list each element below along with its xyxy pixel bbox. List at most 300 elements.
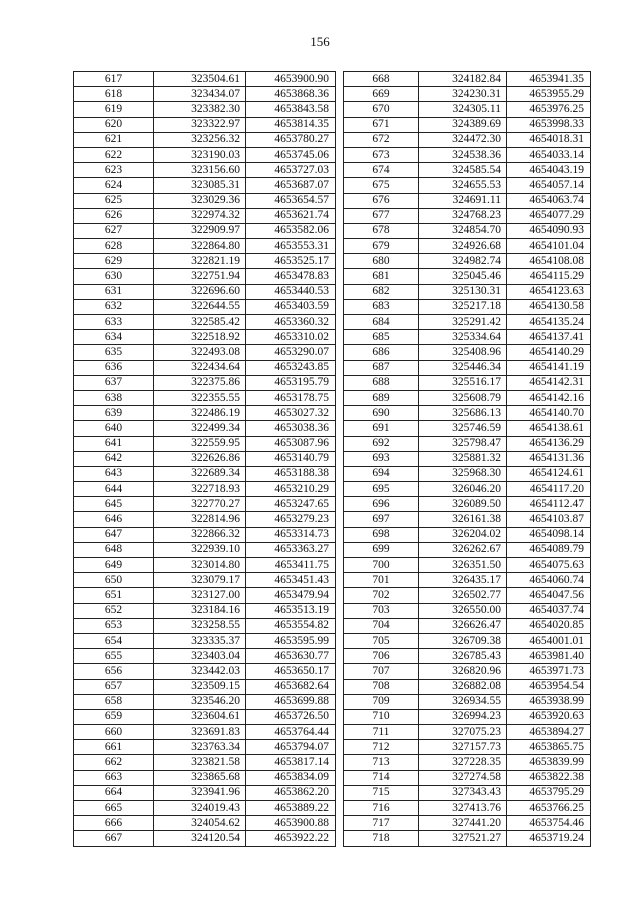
point-number-cell: 713 — [344, 755, 419, 770]
x-coordinate-cell: 325045.46 — [419, 269, 507, 284]
table-row — [74, 755, 336, 770]
x-coordinate-cell: 322486.19 — [154, 406, 246, 421]
y-coordinate-cell: 4653087.96 — [246, 436, 336, 451]
x-coordinate-cell: 322499.34 — [154, 421, 246, 436]
point-number-cell: 678 — [344, 223, 419, 238]
table-row — [74, 725, 336, 740]
y-coordinate-cell: 4653478.83 — [246, 269, 336, 284]
point-number-cell: 653 — [74, 618, 154, 633]
x-coordinate-cell: 326502.77 — [419, 588, 507, 603]
y-coordinate-cell: 4653941.35 — [507, 72, 591, 87]
y-coordinate-cell: 4653243.85 — [246, 360, 336, 375]
table-row — [344, 239, 591, 254]
y-coordinate-cell: 4653682.64 — [246, 679, 336, 694]
point-number-cell: 659 — [74, 709, 154, 724]
point-number-cell: 624 — [74, 178, 154, 193]
table-row — [74, 421, 336, 436]
point-number-cell: 693 — [344, 451, 419, 466]
table-row — [74, 694, 336, 709]
x-coordinate-cell: 322770.27 — [154, 497, 246, 512]
point-number-cell: 675 — [344, 178, 419, 193]
x-coordinate-cell: 322751.94 — [154, 269, 246, 284]
point-number-cell: 689 — [344, 390, 419, 405]
y-coordinate-cell: 4653954.54 — [507, 679, 591, 694]
table-row — [74, 497, 336, 512]
y-coordinate-cell: 4654098.14 — [507, 527, 591, 542]
y-coordinate-cell: 4653976.25 — [507, 102, 591, 117]
x-coordinate-cell: 325291.42 — [419, 315, 507, 330]
table-row — [344, 330, 591, 345]
point-number-cell: 661 — [74, 740, 154, 755]
y-coordinate-cell: 4653403.59 — [246, 299, 336, 314]
x-coordinate-cell: 324305.11 — [419, 102, 507, 117]
point-number-cell: 711 — [344, 725, 419, 740]
y-coordinate-cell: 4653754.46 — [507, 816, 591, 831]
x-coordinate-cell: 323691.83 — [154, 725, 246, 740]
point-number-cell: 651 — [74, 588, 154, 603]
point-number-cell: 696 — [344, 497, 419, 512]
x-coordinate-cell: 324182.84 — [419, 72, 507, 87]
point-number-cell: 633 — [74, 315, 154, 330]
y-coordinate-cell: 4654020.85 — [507, 618, 591, 633]
coordinates-table-left-body — [74, 72, 336, 847]
table-row — [344, 497, 591, 512]
point-number-cell: 694 — [344, 466, 419, 481]
table-row — [74, 770, 336, 785]
point-number-cell: 679 — [344, 239, 419, 254]
table-row — [344, 649, 591, 664]
table-row — [74, 223, 336, 238]
y-coordinate-cell: 4654060.74 — [507, 573, 591, 588]
table-row — [344, 87, 591, 102]
x-coordinate-cell: 323434.07 — [154, 87, 246, 102]
point-number-cell: 698 — [344, 527, 419, 542]
y-coordinate-cell: 4653279.23 — [246, 512, 336, 527]
point-number-cell: 710 — [344, 709, 419, 724]
y-coordinate-cell: 4654063.74 — [507, 193, 591, 208]
table-row — [74, 390, 336, 405]
point-number-cell: 692 — [344, 436, 419, 451]
page-number: 156 — [310, 34, 330, 49]
x-coordinate-cell: 323322.97 — [154, 117, 246, 132]
x-coordinate-cell: 326934.55 — [419, 694, 507, 709]
x-coordinate-cell: 322974.32 — [154, 208, 246, 223]
point-number-cell: 652 — [74, 603, 154, 618]
point-number-cell: 673 — [344, 147, 419, 162]
y-coordinate-cell: 4653794.07 — [246, 740, 336, 755]
point-number-cell: 618 — [74, 87, 154, 102]
x-coordinate-cell: 324854.70 — [419, 223, 507, 238]
point-number-cell: 718 — [344, 831, 419, 846]
x-coordinate-cell: 327157.73 — [419, 740, 507, 755]
point-number-cell: 620 — [74, 117, 154, 132]
x-coordinate-cell: 327075.23 — [419, 725, 507, 740]
table-row — [344, 755, 591, 770]
x-coordinate-cell: 324655.53 — [419, 178, 507, 193]
table-row — [344, 254, 591, 269]
point-number-cell: 687 — [344, 360, 419, 375]
y-coordinate-cell: 4654142.31 — [507, 375, 591, 390]
point-number-cell: 670 — [344, 102, 419, 117]
y-coordinate-cell: 4653795.29 — [507, 785, 591, 800]
x-coordinate-cell: 323509.15 — [154, 679, 246, 694]
x-coordinate-cell: 324230.31 — [419, 87, 507, 102]
table-row — [74, 208, 336, 223]
point-number-cell: 680 — [344, 254, 419, 269]
table-row — [344, 72, 591, 87]
point-number-cell: 645 — [74, 497, 154, 512]
point-number-cell: 664 — [74, 785, 154, 800]
point-number-cell: 672 — [344, 132, 419, 147]
coordinates-table-left — [73, 71, 336, 847]
x-coordinate-cell: 324472.30 — [419, 132, 507, 147]
x-coordinate-cell: 322814.96 — [154, 512, 246, 527]
y-coordinate-cell: 4654140.29 — [507, 345, 591, 360]
x-coordinate-cell: 325446.34 — [419, 360, 507, 375]
x-coordinate-cell: 323941.96 — [154, 785, 246, 800]
y-coordinate-cell: 4653247.65 — [246, 497, 336, 512]
table-row — [344, 360, 591, 375]
table-row — [344, 345, 591, 360]
table-row — [344, 618, 591, 633]
table-row — [344, 315, 591, 330]
table-row — [344, 375, 591, 390]
table-row — [74, 831, 336, 846]
table-row — [74, 330, 336, 345]
x-coordinate-cell: 326550.00 — [419, 603, 507, 618]
x-coordinate-cell: 322821.19 — [154, 254, 246, 269]
table-row — [344, 770, 591, 785]
y-coordinate-cell: 4653971.73 — [507, 664, 591, 679]
point-number-cell: 684 — [344, 315, 419, 330]
point-number-cell: 665 — [74, 801, 154, 816]
x-coordinate-cell: 323865.68 — [154, 770, 246, 785]
x-coordinate-cell: 326351.50 — [419, 558, 507, 573]
table-row — [344, 147, 591, 162]
point-number-cell: 650 — [74, 573, 154, 588]
point-number-cell: 641 — [74, 436, 154, 451]
point-number-cell: 622 — [74, 147, 154, 162]
y-coordinate-cell: 4653479.94 — [246, 588, 336, 603]
table-row — [344, 436, 591, 451]
y-coordinate-cell: 4654090.93 — [507, 223, 591, 238]
table-row — [74, 345, 336, 360]
x-coordinate-cell: 324768.23 — [419, 208, 507, 223]
y-coordinate-cell: 4653451.43 — [246, 573, 336, 588]
point-number-cell: 708 — [344, 679, 419, 694]
table-row — [344, 558, 591, 573]
y-coordinate-cell: 4653981.40 — [507, 649, 591, 664]
table-row — [344, 102, 591, 117]
x-coordinate-cell: 324982.74 — [419, 254, 507, 269]
point-number-cell: 677 — [344, 208, 419, 223]
point-number-cell: 704 — [344, 618, 419, 633]
table-row — [344, 299, 591, 314]
table-row — [344, 178, 591, 193]
table-row — [344, 542, 591, 557]
point-number-cell: 621 — [74, 132, 154, 147]
x-coordinate-cell: 322518.92 — [154, 330, 246, 345]
point-number-cell: 619 — [74, 102, 154, 117]
x-coordinate-cell: 323256.32 — [154, 132, 246, 147]
x-coordinate-cell: 323442.03 — [154, 664, 246, 679]
y-coordinate-cell: 4653440.53 — [246, 284, 336, 299]
table-row — [74, 132, 336, 147]
point-number-cell: 630 — [74, 269, 154, 284]
y-coordinate-cell: 4653027.32 — [246, 406, 336, 421]
y-coordinate-cell: 4653525.17 — [246, 254, 336, 269]
table-row — [344, 132, 591, 147]
table-row — [74, 87, 336, 102]
table-row — [74, 360, 336, 375]
y-coordinate-cell: 4654136.29 — [507, 436, 591, 451]
x-coordinate-cell: 325334.64 — [419, 330, 507, 345]
x-coordinate-cell: 323335.37 — [154, 633, 246, 648]
point-number-cell: 655 — [74, 649, 154, 664]
x-coordinate-cell: 325608.79 — [419, 390, 507, 405]
y-coordinate-cell: 4653140.79 — [246, 451, 336, 466]
y-coordinate-cell: 4653178.75 — [246, 390, 336, 405]
x-coordinate-cell: 325217.18 — [419, 299, 507, 314]
table-row — [74, 163, 336, 178]
point-number-cell: 654 — [74, 633, 154, 648]
x-coordinate-cell: 323085.31 — [154, 178, 246, 193]
y-coordinate-cell: 4653955.29 — [507, 87, 591, 102]
table-row — [74, 436, 336, 451]
point-number-cell: 647 — [74, 527, 154, 542]
point-number-cell: 669 — [344, 87, 419, 102]
x-coordinate-cell: 322626.86 — [154, 451, 246, 466]
point-number-cell: 644 — [74, 482, 154, 497]
table-row — [344, 633, 591, 648]
table-row — [344, 801, 591, 816]
point-number-cell: 714 — [344, 770, 419, 785]
x-coordinate-cell: 326046.20 — [419, 482, 507, 497]
point-number-cell: 639 — [74, 406, 154, 421]
x-coordinate-cell: 324585.54 — [419, 163, 507, 178]
point-number-cell: 628 — [74, 239, 154, 254]
x-coordinate-cell: 323258.55 — [154, 618, 246, 633]
table-row — [74, 649, 336, 664]
y-coordinate-cell: 4654137.41 — [507, 330, 591, 345]
x-coordinate-cell: 322375.86 — [154, 375, 246, 390]
point-number-cell: 660 — [74, 725, 154, 740]
y-coordinate-cell: 4653195.79 — [246, 375, 336, 390]
coordinates-table-right — [343, 71, 591, 847]
y-coordinate-cell: 4654018.31 — [507, 132, 591, 147]
y-coordinate-cell: 4653920.63 — [507, 709, 591, 724]
point-number-cell: 674 — [344, 163, 419, 178]
x-coordinate-cell: 322559.95 — [154, 436, 246, 451]
x-coordinate-cell: 322866.32 — [154, 527, 246, 542]
x-coordinate-cell: 323190.03 — [154, 147, 246, 162]
x-coordinate-cell: 326262.67 — [419, 542, 507, 557]
y-coordinate-cell: 4654101.04 — [507, 239, 591, 254]
x-coordinate-cell: 327228.35 — [419, 755, 507, 770]
point-number-cell: 676 — [344, 193, 419, 208]
y-coordinate-cell: 4653868.36 — [246, 87, 336, 102]
table-row — [74, 740, 336, 755]
y-coordinate-cell: 4654130.58 — [507, 299, 591, 314]
y-coordinate-cell: 4654089.79 — [507, 542, 591, 557]
x-coordinate-cell: 323504.61 — [154, 72, 246, 87]
y-coordinate-cell: 4653314.73 — [246, 527, 336, 542]
table-row — [344, 284, 591, 299]
table-row — [74, 785, 336, 800]
x-coordinate-cell: 322493.08 — [154, 345, 246, 360]
x-coordinate-cell: 324538.36 — [419, 147, 507, 162]
x-coordinate-cell: 322864.80 — [154, 239, 246, 254]
table-row — [74, 239, 336, 254]
y-coordinate-cell: 4653727.03 — [246, 163, 336, 178]
table-row — [344, 785, 591, 800]
y-coordinate-cell: 4653894.27 — [507, 725, 591, 740]
point-number-cell: 648 — [74, 542, 154, 557]
table-row — [74, 664, 336, 679]
y-coordinate-cell: 4654057.14 — [507, 178, 591, 193]
x-coordinate-cell: 325408.96 — [419, 345, 507, 360]
point-number-cell: 627 — [74, 223, 154, 238]
x-coordinate-cell: 327521.27 — [419, 831, 507, 846]
point-number-cell: 690 — [344, 406, 419, 421]
x-coordinate-cell: 325881.32 — [419, 451, 507, 466]
table-row — [344, 694, 591, 709]
table-row — [74, 193, 336, 208]
y-coordinate-cell: 4653834.09 — [246, 770, 336, 785]
y-coordinate-cell: 4653998.33 — [507, 117, 591, 132]
table-row — [74, 482, 336, 497]
table-row — [74, 816, 336, 831]
y-coordinate-cell: 4653363.27 — [246, 542, 336, 557]
y-coordinate-cell: 4654075.63 — [507, 558, 591, 573]
y-coordinate-cell: 4653360.32 — [246, 315, 336, 330]
coordinates-table-right-body — [344, 72, 591, 847]
point-number-cell: 667 — [74, 831, 154, 846]
y-coordinate-cell: 4653862.20 — [246, 785, 336, 800]
point-number-cell: 686 — [344, 345, 419, 360]
y-coordinate-cell: 4653822.38 — [507, 770, 591, 785]
x-coordinate-cell: 326820.96 — [419, 664, 507, 679]
y-coordinate-cell: 4654077.29 — [507, 208, 591, 223]
point-number-cell: 640 — [74, 421, 154, 436]
point-number-cell: 712 — [344, 740, 419, 755]
table-row — [74, 588, 336, 603]
table-row — [74, 315, 336, 330]
point-number-cell: 658 — [74, 694, 154, 709]
x-coordinate-cell: 322585.42 — [154, 315, 246, 330]
y-coordinate-cell: 4654037.74 — [507, 603, 591, 618]
point-number-cell: 688 — [344, 375, 419, 390]
y-coordinate-cell: 4654131.36 — [507, 451, 591, 466]
point-number-cell: 702 — [344, 588, 419, 603]
y-coordinate-cell: 4654135.24 — [507, 315, 591, 330]
x-coordinate-cell: 323079.17 — [154, 573, 246, 588]
point-number-cell: 631 — [74, 284, 154, 299]
table-row — [344, 831, 591, 846]
y-coordinate-cell: 4653839.99 — [507, 755, 591, 770]
point-number-cell: 629 — [74, 254, 154, 269]
y-coordinate-cell: 4654123.63 — [507, 284, 591, 299]
x-coordinate-cell: 323382.30 — [154, 102, 246, 117]
point-number-cell: 657 — [74, 679, 154, 694]
y-coordinate-cell: 4653188.38 — [246, 466, 336, 481]
y-coordinate-cell: 4654142.16 — [507, 390, 591, 405]
point-number-cell: 626 — [74, 208, 154, 223]
x-coordinate-cell: 322939.10 — [154, 542, 246, 557]
y-coordinate-cell: 4653411.75 — [246, 558, 336, 573]
y-coordinate-cell: 4653889.22 — [246, 801, 336, 816]
table-row — [344, 223, 591, 238]
table-row — [344, 482, 591, 497]
y-coordinate-cell: 4653210.29 — [246, 482, 336, 497]
point-number-cell: 671 — [344, 117, 419, 132]
x-coordinate-cell: 327274.58 — [419, 770, 507, 785]
x-coordinate-cell: 324926.68 — [419, 239, 507, 254]
x-coordinate-cell: 326626.47 — [419, 618, 507, 633]
point-number-cell: 637 — [74, 375, 154, 390]
y-coordinate-cell: 4653764.44 — [246, 725, 336, 740]
point-number-cell: 625 — [74, 193, 154, 208]
table-row — [74, 147, 336, 162]
table-row — [74, 117, 336, 132]
y-coordinate-cell: 4653687.07 — [246, 178, 336, 193]
x-coordinate-cell: 322718.93 — [154, 482, 246, 497]
point-number-cell: 681 — [344, 269, 419, 284]
x-coordinate-cell: 326435.17 — [419, 573, 507, 588]
y-coordinate-cell: 4654140.70 — [507, 406, 591, 421]
table-row — [344, 390, 591, 405]
table-row — [344, 588, 591, 603]
table-row — [344, 725, 591, 740]
x-coordinate-cell: 326785.43 — [419, 649, 507, 664]
point-number-cell: 623 — [74, 163, 154, 178]
y-coordinate-cell: 4653038.36 — [246, 421, 336, 436]
y-coordinate-cell: 4653780.27 — [246, 132, 336, 147]
table-row — [74, 375, 336, 390]
table-row — [344, 527, 591, 542]
table-row — [344, 709, 591, 724]
y-coordinate-cell: 4653843.58 — [246, 102, 336, 117]
table-row — [74, 269, 336, 284]
point-number-cell: 656 — [74, 664, 154, 679]
y-coordinate-cell: 4654047.56 — [507, 588, 591, 603]
x-coordinate-cell: 325130.31 — [419, 284, 507, 299]
point-number-cell: 682 — [344, 284, 419, 299]
point-number-cell: 646 — [74, 512, 154, 527]
table-row — [74, 542, 336, 557]
table-row — [74, 618, 336, 633]
x-coordinate-cell: 325746.59 — [419, 421, 507, 436]
y-coordinate-cell: 4653654.57 — [246, 193, 336, 208]
point-number-cell: 666 — [74, 816, 154, 831]
x-coordinate-cell: 325516.17 — [419, 375, 507, 390]
x-coordinate-cell: 325968.30 — [419, 466, 507, 481]
table-row — [74, 254, 336, 269]
x-coordinate-cell: 323127.00 — [154, 588, 246, 603]
y-coordinate-cell: 4653814.35 — [246, 117, 336, 132]
x-coordinate-cell: 322696.60 — [154, 284, 246, 299]
point-number-cell: 632 — [74, 299, 154, 314]
x-coordinate-cell: 323184.16 — [154, 603, 246, 618]
y-coordinate-cell: 4653938.99 — [507, 694, 591, 709]
point-number-cell: 643 — [74, 466, 154, 481]
y-coordinate-cell: 4653513.19 — [246, 603, 336, 618]
y-coordinate-cell: 4654001.01 — [507, 633, 591, 648]
point-number-cell: 634 — [74, 330, 154, 345]
table-row — [344, 163, 591, 178]
table-row — [344, 679, 591, 694]
table-row — [344, 193, 591, 208]
